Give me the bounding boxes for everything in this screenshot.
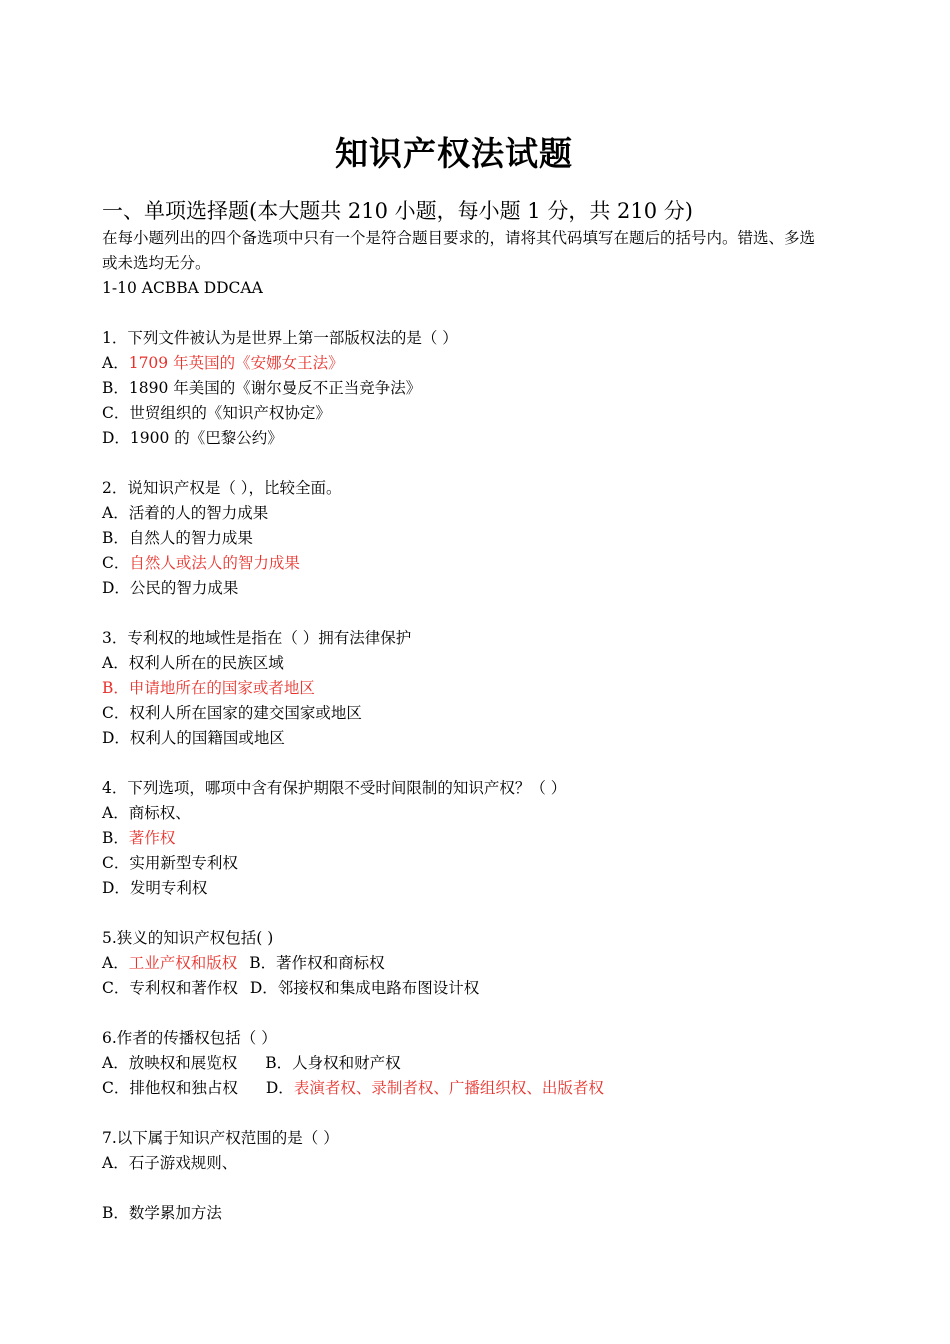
question-5-stem: 5.狭义的知识产权包括( )	[102, 929, 274, 947]
correct-answer: 著作权	[128, 829, 176, 847]
question-2-option-b: B．自然人的智力成果	[102, 529, 253, 547]
question-4-option-b: B．著作权	[102, 829, 176, 847]
question-1-option-b: B．1890 年美国的《谢尔曼反不正当竞争法》	[102, 379, 422, 397]
question-3-option-b: B．申请地所在的国家或者地区	[102, 679, 315, 697]
question-2-option-c: C．自然人或法人的智力成果	[102, 554, 300, 572]
question-4-option-a: A．商标权、	[102, 804, 191, 822]
question-2-stem: 2．说知识产权是（ ），比较全面。	[102, 479, 342, 497]
question-7-option-b: B．数学累加方法	[102, 1204, 222, 1222]
question-4-option-d: D．发明专利权	[102, 879, 208, 897]
answer-key: 1-10 ACBBA DDCAA	[102, 279, 263, 297]
question-1-option-a: A．1709 年英国的《安娜女王法》	[102, 354, 344, 372]
section-heading: 一、单项选择题(本大题共 210 小题，每小题 1 分，共 210 分)	[102, 199, 693, 223]
correct-answer: 1709 年英国的《安娜女王法》	[128, 354, 344, 372]
question-7-stem: 7.以下属于知识产权范围的是（ ）	[102, 1129, 339, 1147]
question-6-options-cd: C．排他权和独占权 D．表演者权、录制者权、广播组织权、出版者权	[102, 1079, 604, 1097]
question-2-option-d: D．公民的智力成果	[102, 579, 239, 597]
question-4-stem: 4．下列选项，哪项中含有保护期限不受时间限制的知识产权？（ ）	[102, 779, 567, 797]
question-2-option-a: A．活着的人的智力成果	[102, 504, 269, 522]
question-4-option-c: C．实用新型专利权	[102, 854, 238, 872]
section-instructions: 在每小题列出的四个备选项中只有一个是符合题目要求的，请将其代码填写在题后的括号内。错选、多选或未选均无分。	[102, 229, 816, 272]
question-3-option-c: C．权利人所在国家的建交国家或地区	[102, 704, 362, 722]
correct-answer: 工业产权和版权	[128, 954, 238, 972]
question-6-stem: 6.作者的传播权包括（ ）	[102, 1029, 277, 1047]
correct-answer: 表演者权、录制者权、广播组织权、出版者权	[293, 1079, 604, 1097]
page-title: 知识产权法试题	[335, 134, 573, 173]
question-5-options-cd: C．专利权和著作权 D．邻接权和集成电路布图设计权	[102, 979, 480, 997]
question-5-options-ab: A．工业产权和版权 B．著作权和商标权	[102, 954, 385, 972]
question-1-option-c: C．世贸组织的《知识产权协定》	[102, 404, 331, 422]
question-3-option-a: A．权利人所在的民族区域	[102, 654, 284, 672]
correct-answer: 自然人或法人的智力成果	[129, 554, 300, 572]
question-1-stem: 1．下列文件被认为是世界上第一部版权法的是（ ）	[102, 329, 458, 347]
question-1-option-d: D．1900 的《巴黎公约》	[102, 429, 283, 447]
question-6-options-ab: A．放映权和展览权 B．人身权和财产权	[102, 1054, 401, 1072]
question-7-option-a: A．石子游戏规则、	[102, 1154, 238, 1172]
document-body	[102, 198, 822, 1226]
question-3-stem: 3．专利权的地域性是指在（ ）拥有法律保护	[102, 629, 412, 647]
question-3-option-d: D．权利人的国籍国或地区	[102, 729, 285, 747]
